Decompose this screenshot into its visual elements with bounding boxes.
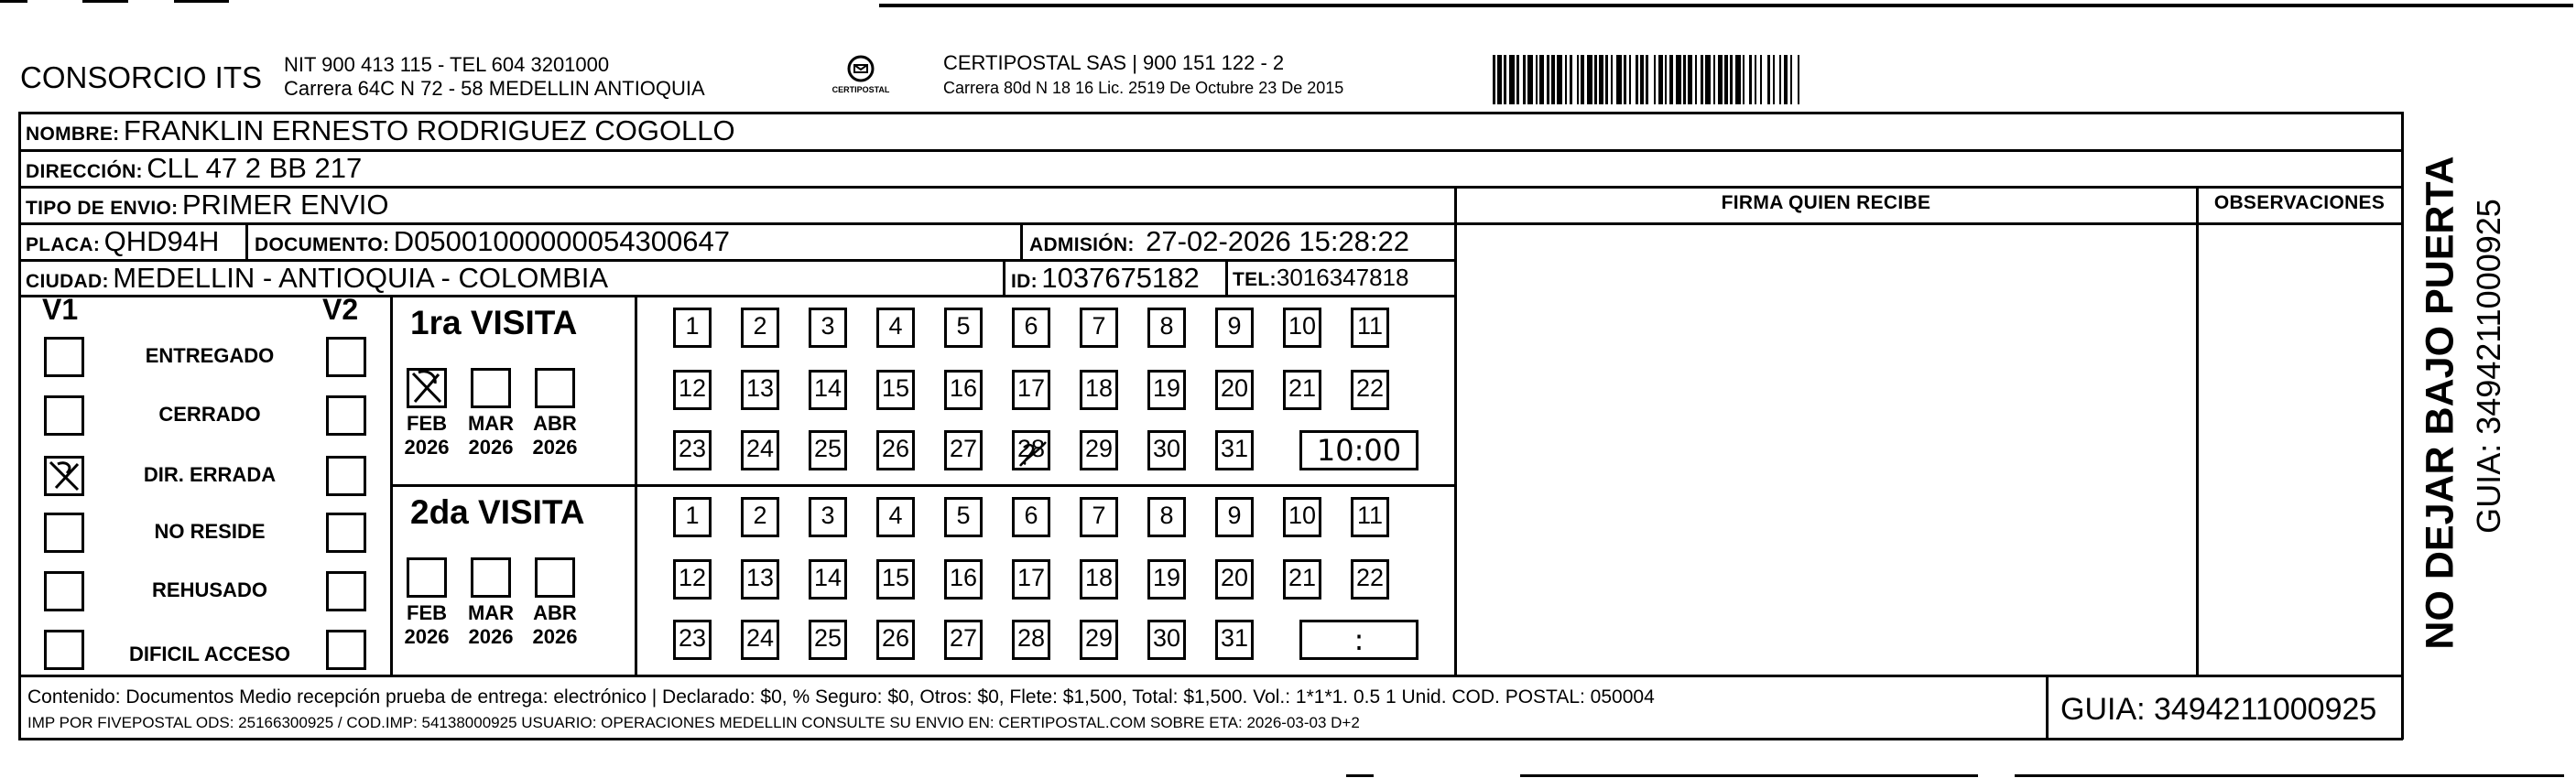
day-box[interactable]: 24: [741, 620, 779, 660]
v1-checkbox[interactable]: [44, 571, 84, 611]
barcode-bar: [1539, 55, 1544, 104]
barcode-bar: [1646, 55, 1648, 104]
status-label: ENTREGADO: [145, 344, 275, 367]
v2-checkbox[interactable]: [326, 513, 366, 553]
day-box[interactable]: 31: [1215, 620, 1254, 660]
v2-checkbox[interactable]: [326, 395, 366, 436]
barcode-bar: [1790, 55, 1792, 104]
month-checkbox[interactable]: [407, 557, 447, 598]
barcode-bar: [1497, 55, 1502, 104]
id-row: [1011, 262, 1200, 295]
day-box[interactable]: 9: [1215, 308, 1254, 348]
day-box[interactable]: 17: [1012, 370, 1050, 410]
day-box[interactable]: 26: [876, 620, 915, 660]
day-box[interactable]: 25: [809, 620, 847, 660]
day-box[interactable]: 14: [809, 559, 847, 600]
v1-checkbox[interactable]: [44, 456, 84, 496]
table-left-border: [18, 112, 21, 740]
ciudad-value: MEDELLIN - ANTIOQUIA - COLOMBIA: [113, 262, 609, 294]
barcode-bar: [1640, 55, 1644, 104]
col-line-tel: [1225, 259, 1228, 296]
day-box[interactable]: 27: [944, 430, 983, 470]
v1-header: V1: [42, 293, 79, 326]
barcode-bar: [1658, 55, 1663, 104]
bottom-edge-mark: [1520, 774, 1978, 777]
v1-checkbox[interactable]: [44, 395, 84, 436]
month-checkbox[interactable]: [535, 368, 575, 408]
day-box[interactable]: 6: [1012, 308, 1050, 348]
col-line-footer: [2046, 675, 2049, 740]
nombre-value: FRANKLIN ERNESTO RODRIGUEZ COGOLLO: [123, 114, 735, 146]
day-box[interactable]: 13: [741, 370, 779, 410]
day-box[interactable]: 5: [944, 308, 983, 348]
barcode-bar: [1749, 55, 1752, 104]
admision-value: 27-02-2026 15:28:22: [1146, 225, 1410, 257]
barcode-bar: [1784, 55, 1788, 104]
barcode-bar: [1616, 55, 1622, 104]
barcode-bar: [1705, 55, 1711, 104]
day-box[interactable]: 8: [1147, 497, 1186, 537]
day-box[interactable]: 30: [1147, 430, 1186, 470]
barcode-bar: [1735, 55, 1741, 104]
logo-text: CERTIPOSTAL: [831, 85, 890, 94]
status-label: CERRADO: [158, 403, 261, 426]
barcode-bar: [1624, 55, 1626, 104]
visit-time-box[interactable]: 10:00: [1299, 430, 1418, 470]
day-box[interactable]: 7: [1080, 308, 1118, 348]
barcode-bar: [1701, 55, 1703, 104]
day-box[interactable]: 9: [1215, 497, 1254, 537]
day-box[interactable]: 16: [944, 559, 983, 600]
visit-title: 2da VISITA: [410, 493, 585, 531]
handwritten-day-mark: [1016, 438, 1049, 470]
day-box[interactable]: 4: [876, 308, 915, 348]
day-box[interactable]: 25: [809, 430, 847, 470]
top-border-line: [879, 4, 2573, 7]
top-edge-mark: [82, 0, 128, 3]
barcode-bar: [1516, 55, 1519, 104]
admision-label: ADMISIÓN:: [1029, 234, 1135, 255]
day-box[interactable]: 13: [741, 559, 779, 600]
barcode-bar: [1557, 55, 1562, 104]
month-label: FEB 2026: [404, 412, 450, 459]
day-box[interactable]: 11: [1351, 497, 1389, 537]
barcode-bar: [1565, 55, 1567, 104]
documento-label: DOCUMENTO:: [255, 234, 390, 255]
day-box[interactable]: 12: [673, 370, 712, 410]
day-box[interactable]: 19: [1147, 559, 1186, 600]
status-label: NO RESIDE: [154, 520, 266, 543]
day-box[interactable]: 16: [944, 370, 983, 410]
barcode-bar: [1493, 55, 1495, 104]
day-box[interactable]: 5: [944, 497, 983, 537]
day-box[interactable]: 20: [1215, 559, 1254, 600]
v2-checkbox[interactable]: [326, 571, 366, 611]
barcode-bar: [1509, 55, 1515, 104]
barcode-bar: [1730, 55, 1733, 104]
barcode-bar: [1587, 55, 1592, 104]
nombre-row: [26, 114, 735, 147]
row-line: [18, 295, 1456, 297]
day-box[interactable]: 12: [673, 559, 712, 600]
day-box[interactable]: 29: [1080, 430, 1118, 470]
col-line-admision: [1020, 222, 1023, 260]
month-label: FEB 2026: [404, 601, 450, 648]
table-right-border: [2401, 112, 2404, 740]
barcode-bar: [1570, 55, 1572, 104]
day-box[interactable]: 28: [1012, 430, 1050, 470]
status-label: DIR. ERRADA: [143, 463, 277, 486]
bottom-edge-mark: [2015, 774, 2564, 777]
carrier-line2: Carrera 80d N 18 16 Lic. 2519 De Octubre 23 De 2015: [943, 79, 1344, 97]
barcode-bar: [1798, 55, 1799, 104]
barcode-bar: [1581, 55, 1584, 104]
barcode-bar: [1767, 55, 1770, 104]
carrier-line1: CERTIPOSTAL SAS | 900 151 122 - 2: [943, 51, 1285, 74]
barcode-bar: [1577, 55, 1579, 104]
day-box[interactable]: 11: [1351, 308, 1389, 348]
barcode-bar: [1636, 55, 1638, 104]
v2-checkbox[interactable]: [326, 456, 366, 496]
bottom-edge-mark: [1346, 774, 1374, 777]
day-box[interactable]: 7: [1080, 497, 1118, 537]
day-box[interactable]: 23: [673, 620, 712, 660]
col-line-id: [1003, 259, 1005, 296]
day-box[interactable]: 28: [1012, 620, 1050, 660]
month-label: MAR 2026: [467, 601, 515, 648]
visit-divider: [390, 484, 1456, 487]
v1-checkbox[interactable]: [44, 630, 84, 670]
v1-checkbox[interactable]: [44, 513, 84, 553]
v2-header: V2: [322, 293, 359, 326]
company-name: CONSORCIO ITS: [20, 60, 263, 94]
day-box[interactable]: 4: [876, 497, 915, 537]
side-warning: NO DEJAR BAJO PUERTA: [2418, 156, 2462, 650]
month-checkbox[interactable]: [471, 368, 511, 408]
day-box[interactable]: 22: [1351, 559, 1389, 600]
tel-row: [1233, 264, 1408, 292]
day-box[interactable]: 15: [876, 559, 915, 600]
id-value: 1037675182: [1041, 262, 1200, 294]
nombre-label: NOMBRE:: [26, 124, 120, 145]
day-box[interactable]: 10: [1283, 497, 1321, 537]
barcode-bar: [1527, 55, 1533, 104]
month-label: MAR 2026: [467, 412, 515, 459]
day-box[interactable]: 14: [809, 370, 847, 410]
day-box[interactable]: 6: [1012, 497, 1050, 537]
ciudad-label: CIUDAD:: [26, 271, 109, 292]
barcode-bar: [1547, 55, 1549, 104]
barcode-bar: [1654, 55, 1656, 104]
month-label: ABR 2026: [532, 601, 578, 648]
col-line-observations: [2196, 186, 2199, 676]
barcode-bar: [1629, 55, 1631, 104]
placa-value: QHD94H: [103, 225, 220, 257]
v1-checkbox[interactable]: [44, 337, 84, 377]
tipo-value: PRIMER ENVIO: [181, 189, 389, 221]
day-box[interactable]: 22: [1351, 370, 1389, 410]
tipo-row: [26, 189, 389, 222]
barcode-bar: [1713, 55, 1715, 104]
day-box[interactable]: 2: [741, 308, 779, 348]
col-line-placa: [245, 222, 248, 260]
barcode-bar: [1695, 55, 1697, 104]
day-box[interactable]: 21: [1283, 559, 1321, 600]
day-box[interactable]: 27: [944, 620, 983, 660]
id-label: ID:: [1011, 271, 1038, 292]
footer-guia: GUIA: 3494211000925: [2060, 692, 2377, 727]
barcode-bar: [1665, 55, 1667, 104]
v2-checkbox[interactable]: [326, 630, 366, 670]
barcode-bar: [1718, 55, 1723, 104]
signature-header: FIRMA QUIEN RECIBE: [1721, 192, 1931, 213]
month-checkbox[interactable]: [407, 368, 447, 408]
visit-time-box[interactable]: :: [1299, 620, 1418, 660]
footer-line2: IMP POR FIVEPOSTAL ODS: 25166300925 / COD.IMP: 54138000925 USUARIO: OPERACIONES MEDELLIN CONSULTE SU ENVIO EN: CERTIPOSTAL.COM SOBRE ETA: 2026-03-03 D+2: [27, 714, 1360, 731]
company-line1: NIT 900 413 115 - TEL 604 3201000: [284, 53, 610, 76]
placa-row: [26, 225, 219, 258]
direccion-label: DIRECCIÓN:: [26, 161, 143, 182]
day-box[interactable]: 24: [741, 430, 779, 470]
barcode-bar: [1688, 55, 1692, 104]
certipostal-logo: [824, 50, 897, 102]
day-box[interactable]: 8: [1147, 308, 1186, 348]
barcode-bar: [1779, 55, 1781, 104]
ciudad-row: [26, 262, 608, 295]
day-box[interactable]: 3: [809, 308, 847, 348]
v2-checkbox[interactable]: [326, 337, 366, 377]
barcode-bar: [1676, 55, 1681, 104]
top-edge-mark: [174, 0, 229, 3]
barcode-bar: [1683, 55, 1686, 104]
day-box[interactable]: 21: [1283, 370, 1321, 410]
observations-header: OBSERVACIONES: [2213, 192, 2386, 213]
barcode-bar: [1611, 55, 1613, 104]
day-box[interactable]: 2: [741, 497, 779, 537]
barcode-bar: [1594, 55, 1597, 104]
barcode-bar: [1755, 55, 1756, 104]
status-label: DIFICIL ACCESO: [128, 643, 290, 665]
barcode-bar: [1551, 55, 1555, 104]
barcode: [1493, 55, 2225, 104]
day-box[interactable]: 17: [1012, 559, 1050, 600]
day-box[interactable]: 15: [876, 370, 915, 410]
tipo-label: TIPO DE ENVIO:: [26, 198, 179, 219]
day-box[interactable]: 1: [673, 308, 712, 348]
day-box[interactable]: 20: [1215, 370, 1254, 410]
barcode-bar: [1743, 55, 1745, 104]
month-label: ABR 2026: [532, 412, 578, 459]
direccion-value: CLL 47 2 BB 217: [147, 152, 363, 184]
day-box[interactable]: 10: [1283, 308, 1321, 348]
day-box[interactable]: 19: [1147, 370, 1186, 410]
side-guia: GUIA: 3494211000925: [2470, 199, 2507, 534]
barcode-bar: [1523, 55, 1526, 104]
day-box[interactable]: 30: [1147, 620, 1186, 660]
footer-line1: Contenido: Documentos Medio recepción prueba de entrega: electrónico | Declarado: $0, % Seguro: $0, Otros: $0, Flete: $1,500, Total: $1,500. Vol.: 1*1*1. 0.5 1 Unid. COD. POSTAL: 050004: [27, 686, 1655, 708]
day-box[interactable]: 23: [673, 430, 712, 470]
day-box[interactable]: 26: [876, 430, 915, 470]
barcode-bar: [1536, 55, 1538, 104]
day-box[interactable]: 18: [1080, 559, 1118, 600]
tel-label: TEL:: [1233, 269, 1277, 290]
row-line: [18, 149, 2403, 152]
barcode-bar: [1605, 55, 1608, 104]
day-box[interactable]: 31: [1215, 430, 1254, 470]
top-edge-mark: [0, 0, 27, 3]
month-checkbox[interactable]: [471, 557, 511, 598]
day-box[interactable]: 1: [673, 497, 712, 537]
day-box[interactable]: 3: [809, 497, 847, 537]
company-line2: Carrera 64C N 72 - 58 MEDELLIN ANTIOQUIA: [284, 77, 705, 100]
documento-row: [255, 225, 730, 258]
status-label: REHUSADO: [152, 578, 267, 601]
placa-label: PLACA:: [26, 234, 101, 255]
documento-value: D05001000000054300647: [393, 225, 730, 257]
col-line-signature: [1454, 186, 1457, 676]
day-box[interactable]: 18: [1080, 370, 1118, 410]
month-checkbox[interactable]: [535, 557, 575, 598]
barcode-bar: [1760, 55, 1762, 104]
visit-title: 1ra VISITA: [410, 304, 578, 341]
tel-value: 3016347818: [1276, 264, 1409, 291]
admision-row: [1029, 225, 1409, 258]
barcode-bar: [1669, 55, 1673, 104]
day-box[interactable]: 29: [1080, 620, 1118, 660]
barcode-bar: [1724, 55, 1728, 104]
barcode-bar: [1504, 55, 1506, 104]
barcode-bar: [1773, 55, 1775, 104]
barcode-bar: [1599, 55, 1603, 104]
direccion-row: [26, 152, 362, 185]
